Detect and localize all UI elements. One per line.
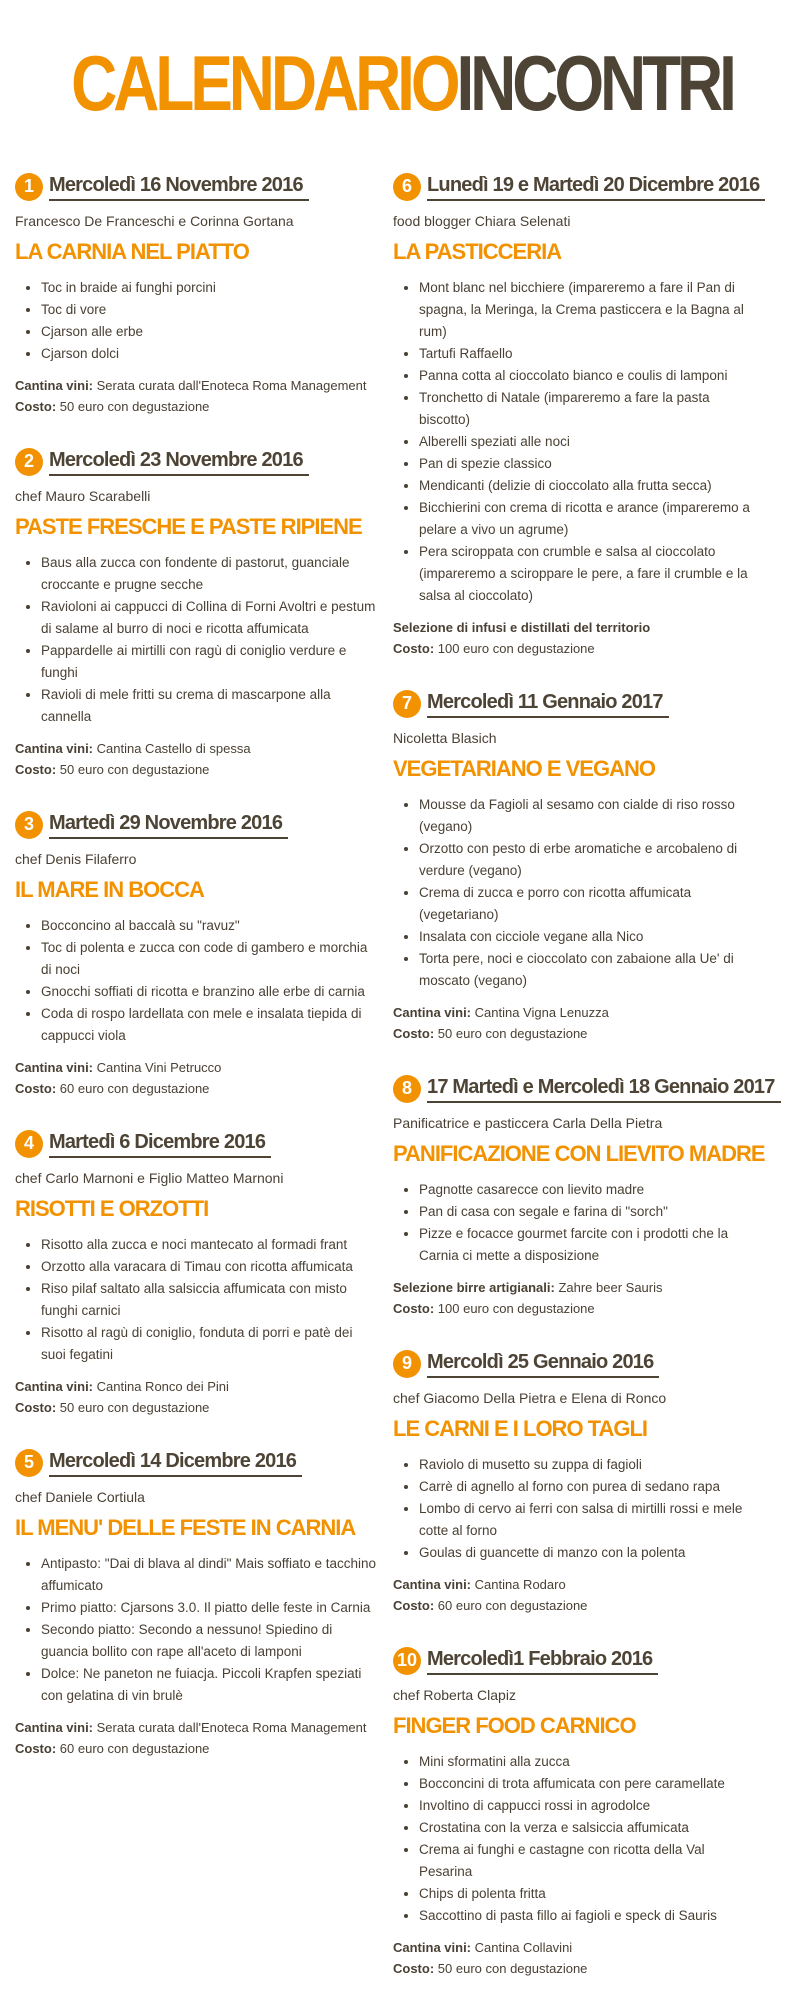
dish-item: • Riso pilaf saltato alla salsiccia affumicata con misto funghi carnici <box>41 1278 380 1322</box>
event-theme: LE CARNI E I LORO TAGLI <box>393 1416 648 1441</box>
wine-info <box>15 1717 380 1738</box>
dish-item: • Pagnotte casarecce con lievito madre <box>419 1179 758 1201</box>
event-date: Mercoledì1 Febbraio 2016 <box>427 1646 658 1675</box>
event-header <box>15 1129 380 1158</box>
dish-item: • Orzotto alla varacara di Timau con ricotta affumicata <box>41 1256 380 1278</box>
right-column <box>393 172 775 2009</box>
dish-item: • Insalata con cicciole vegane alla Nico <box>419 926 758 948</box>
dish-list <box>15 552 380 728</box>
dish-item: • Mini sformatini alla zucca <box>419 1751 758 1773</box>
dish-item: • Saccottino di pasta fillo ai fagioli e speck di Sauris <box>419 1905 758 1927</box>
wine-value: Zahre beer Sauris <box>558 1280 663 1295</box>
wine-info <box>15 1376 380 1397</box>
event-number-badge: 2 <box>15 448 43 476</box>
event-host: chef Daniele Cortiula <box>15 1489 145 1505</box>
cost-label: Costo: <box>393 1301 435 1316</box>
dish-item: • Lombo di cervo ai ferri con salsa di mirtilli rossi e mele cotte al forno <box>419 1498 758 1542</box>
event-block <box>15 1448 380 1759</box>
dish-item: • Ravioloni ai cappucci di Collina di Forni Avoltri e pestum di salame al burro di noci e ricotta affumicata <box>41 596 380 640</box>
event-header <box>393 1646 758 1675</box>
dish-list <box>15 1234 380 1366</box>
dish-item: • Tronchetto di Natale (impareremo a fare la pasta biscotto) <box>419 387 758 431</box>
dish-item: • Toc di vore <box>41 299 380 321</box>
wine-label: Cantina vini: <box>393 1005 472 1020</box>
dish-item: • Pappardelle ai mirtilli con ragù di coniglio verdure e funghi <box>41 640 380 684</box>
cost-info <box>15 396 380 417</box>
dish-item: • Cjarson alle erbe <box>41 321 380 343</box>
dish-item: • Crema ai funghi e castagne con ricotta della Val Pesarina <box>419 1839 758 1883</box>
event-block <box>393 1646 758 1979</box>
event-block <box>393 172 758 659</box>
event-number-badge: 7 <box>393 690 421 718</box>
cost-info <box>393 638 758 659</box>
event-host: chef Carlo Marnoni e Figlio Matteo Marnoni <box>15 1170 284 1186</box>
event-host: Panificatrice e pasticcera Carla Della Pietra <box>393 1115 663 1131</box>
wine-label: Cantina vini: <box>15 741 94 756</box>
dish-item: • Alberelli speziati alle noci <box>419 431 758 453</box>
dish-item: • Tartufi Raffaello <box>419 343 758 365</box>
event-date: Mercoledì 14 Dicembre 2016 <box>49 1448 302 1477</box>
wine-info <box>15 375 380 396</box>
event-theme: RISOTTI E ORZOTTI <box>15 1196 209 1221</box>
wine-label: Cantina vini: <box>393 1940 472 1955</box>
cost-value: 50 euro con degustazione <box>59 762 210 777</box>
event-host: Francesco De Franceschi e Corinna Gortana <box>15 213 294 229</box>
dish-list <box>15 915 380 1047</box>
cost-label: Costo: <box>15 762 57 777</box>
dish-item: • Cjarson dolci <box>41 343 380 365</box>
dish-item: • Baus alla zucca con fondente di pastorut, guanciale croccante e prugne secche <box>41 552 380 596</box>
cost-info <box>393 1958 758 1979</box>
dish-item: • Involtino di cappucci rossi in agrodolce <box>419 1795 758 1817</box>
cost-value: 50 euro con degustazione <box>437 1961 588 1976</box>
event-host: chef Giacomo Della Pietra e Elena di Ronco <box>393 1390 667 1406</box>
dish-item: • Bocconcino al baccalà su "ravuz" <box>41 915 380 937</box>
wine-info <box>393 1937 758 1958</box>
dish-item: • Primo piatto: Cjarsons 3.0. Il piatto delle feste in Carnia <box>41 1597 380 1619</box>
dish-item: • Crostatina con la verza e salsiccia affumicata <box>419 1817 758 1839</box>
cost-label: Costo: <box>15 1400 57 1415</box>
cost-value: 60 euro con degustazione <box>59 1081 210 1096</box>
cost-label: Costo: <box>393 1961 435 1976</box>
wine-value: Cantina Rodaro <box>474 1577 566 1592</box>
cost-label: Costo: <box>15 1081 57 1096</box>
dish-item: • Gnocchi soffiati di ricotta e branzino alle erbe di carnia <box>41 981 380 1003</box>
wine-label: Selezione birre artigianali: <box>393 1280 555 1295</box>
dish-item: • Toc di polenta e zucca con code di gambero e morchia di noci <box>41 937 380 981</box>
dish-item: • Bocconcini di trota affumicata con pere caramellate <box>419 1773 758 1795</box>
event-block <box>393 689 758 1044</box>
wine-info <box>393 1277 758 1298</box>
dish-item: • Risotto al ragù di coniglio, fonduta di porri e patè dei suoi fegatini <box>41 1322 380 1366</box>
wine-info <box>393 617 758 638</box>
left-column <box>15 172 380 1789</box>
page-title <box>71 38 733 128</box>
cost-label: Costo: <box>393 1026 435 1041</box>
event-number-badge: 5 <box>15 1449 43 1477</box>
cost-info <box>393 1595 758 1616</box>
event-host: chef Roberta Clapiz <box>393 1687 516 1703</box>
event-number-badge: 6 <box>393 173 421 201</box>
wine-label: Cantina vini: <box>393 1577 472 1592</box>
dish-item: • Pan di casa con segale e farina di "sorch" <box>419 1201 758 1223</box>
event-date: 17 Martedì e Mercoledì 18 Gennaio 2017 <box>427 1074 781 1103</box>
cost-value: 60 euro con degustazione <box>59 1741 210 1756</box>
dish-list <box>15 1553 380 1707</box>
dish-item: • Secondo piatto: Secondo a nessuno! Spiedino di guancia bollito con rape all'aceto di lamponi <box>41 1619 380 1663</box>
title-part-2: INCONTRI <box>456 39 733 127</box>
event-block <box>393 1349 758 1616</box>
cost-info <box>393 1023 758 1044</box>
wine-label: Cantina vini: <box>15 378 94 393</box>
event-header <box>15 172 380 201</box>
event-theme: IL MENU' DELLE FESTE IN CARNIA <box>15 1515 356 1540</box>
cost-label: Costo: <box>393 641 435 656</box>
cost-label: Costo: <box>15 1741 57 1756</box>
dish-item: • Mousse da Fagioli al sesamo con cialde di riso rosso (vegano) <box>419 794 758 838</box>
event-block <box>15 447 380 780</box>
dish-item: • Orzotto con pesto di erbe aromatiche e arcobaleno di verdure (vegano) <box>419 838 758 882</box>
event-date: Lunedì 19 e Martedì 20 Dicembre 2016 <box>427 172 765 201</box>
cost-info <box>15 1078 380 1099</box>
dish-item: • Bicchierini con crema di ricotta e arance (impareremo a pelare a vivo un agrume) <box>419 497 758 541</box>
event-block <box>393 1074 775 1319</box>
dish-item: • Raviolo di musetto su zuppa di fagioli <box>419 1454 758 1476</box>
wine-info <box>15 738 380 759</box>
cost-value: 50 euro con degustazione <box>59 1400 210 1415</box>
wine-value: Cantina Vigna Lenuzza <box>474 1005 609 1020</box>
event-theme: PASTE FRESCHE E PASTE RIPIENE <box>15 514 362 539</box>
event-number-badge: 3 <box>15 811 43 839</box>
event-date: Mercoledì 23 Novembre 2016 <box>49 447 309 476</box>
event-host: food blogger Chiara Selenati <box>393 213 571 229</box>
event-number-badge: 4 <box>15 1130 43 1158</box>
event-theme: FINGER FOOD CARNICO <box>393 1713 636 1738</box>
event-date: Martedì 6 Dicembre 2016 <box>49 1129 271 1158</box>
wine-value: Cantina Vini Petrucco <box>96 1060 222 1075</box>
wine-value: Cantina Castello di spessa <box>96 741 251 756</box>
title-part-1: CALENDARIO <box>71 39 457 127</box>
dish-list <box>393 277 758 607</box>
cost-label: Costo: <box>393 1598 435 1613</box>
event-block <box>15 1129 380 1418</box>
event-number-badge: 10 <box>393 1647 421 1675</box>
cost-info <box>15 1738 380 1759</box>
event-header <box>15 1448 380 1477</box>
cost-value: 100 euro con degustazione <box>437 641 595 656</box>
event-theme: LA CARNIA NEL PIATTO <box>15 239 249 264</box>
dish-item: • Goulas di guancette di manzo con la polenta <box>419 1542 758 1564</box>
dish-list <box>393 1751 758 1927</box>
dish-item: • Risotto alla zucca e noci mantecato al formadi frant <box>41 1234 380 1256</box>
dish-list <box>15 277 380 365</box>
cost-value: 60 euro con degustazione <box>437 1598 588 1613</box>
event-header <box>393 1349 758 1378</box>
wine-value: Serata curata dall'Enoteca Roma Management <box>96 1720 367 1735</box>
event-header <box>15 810 380 839</box>
event-block <box>15 172 380 417</box>
dish-item: • Ravioli di mele fritti su crema di mascarpone alla cannella <box>41 684 380 728</box>
event-theme: VEGETARIANO E VEGANO <box>393 756 655 781</box>
event-header <box>393 172 758 201</box>
cost-label: Costo: <box>15 399 57 414</box>
wine-label: Cantina vini: <box>15 1720 94 1735</box>
dish-item: • Pizze e focacce gourmet farcite con i prodotti che la Carnia ci mette a disposizione <box>419 1223 758 1267</box>
dish-item: • Mont blanc nel bicchiere (impareremo a fare il Pan di spagna, la Meringa, la Crema pasticcera e la Bagna al rum) <box>419 277 758 343</box>
event-theme: IL MARE IN BOCCA <box>15 877 204 902</box>
wine-info <box>393 1574 758 1595</box>
wine-info <box>15 1057 380 1078</box>
cost-value: 100 euro con degustazione <box>437 1301 595 1316</box>
event-number-badge: 9 <box>393 1350 421 1378</box>
dish-item: • Crema di zucca e porro con ricotta affumicata (vegetariano) <box>419 882 758 926</box>
wine-value: Serata curata dall'Enoteca Roma Management <box>96 378 367 393</box>
event-host: chef Mauro Scarabelli <box>15 488 151 504</box>
wine-value: Cantina Ronco dei Pini <box>96 1379 229 1394</box>
event-number-badge: 8 <box>393 1075 421 1103</box>
dish-item: • Pan di spezie classico <box>419 453 758 475</box>
wine-label: Selezione di infusi e distillati del territorio <box>393 620 651 635</box>
event-host: Nicoletta Blasich <box>393 730 497 746</box>
event-number-badge: 1 <box>15 173 43 201</box>
dish-list <box>393 794 758 992</box>
dish-list <box>393 1454 758 1564</box>
event-date: Mercoledì 11 Gennaio 2017 <box>427 689 669 718</box>
dish-item: • Chips di polenta fritta <box>419 1883 758 1905</box>
dish-item: • Panna cotta al cioccolato bianco e coulis di lamponi <box>419 365 758 387</box>
cost-info <box>15 759 380 780</box>
wine-value: Cantina Collavini <box>474 1940 573 1955</box>
event-header <box>393 1074 775 1103</box>
dish-item: • Dolce: Ne paneton ne fuiacja. Piccoli Krapfen speziati con gelatina di vin brulè <box>41 1663 380 1707</box>
wine-label: Cantina vini: <box>15 1060 94 1075</box>
cost-info <box>393 1298 758 1319</box>
wine-label: Cantina vini: <box>15 1379 94 1394</box>
dish-list <box>393 1179 758 1267</box>
dish-item: • Torta pere, noci e cioccolato con zabaione alla Ue' di moscato (vegano) <box>419 948 758 992</box>
dish-item: • Antipasto: "Dai di blava al dindi" Mais soffiato e tacchino affumicato <box>41 1553 380 1597</box>
dish-item: • Carrè di agnello al forno con purea di sedano rapa <box>419 1476 758 1498</box>
event-date: Mercoldì 25 Gennaio 2016 <box>427 1349 659 1378</box>
event-theme: LA PASTICCERIA <box>393 239 562 264</box>
event-block <box>15 810 380 1099</box>
cost-info <box>15 1397 380 1418</box>
dish-item: • Coda di rospo lardellata con mele e insalata tiepida di cappucci viola <box>41 1003 380 1047</box>
event-theme: PANIFICAZIONE CON LIEVITO MADRE <box>393 1141 765 1166</box>
event-header <box>15 447 380 476</box>
dish-item: • Pera sciroppata con crumble e salsa al cioccolato (impareremo a sciroppare le pere, a fare il crumble e la salsa al cioccolato) <box>419 541 758 607</box>
event-date: Martedì 29 Novembre 2016 <box>49 810 288 839</box>
dish-item: • Toc in braide ai funghi porcini <box>41 277 380 299</box>
cost-value: 50 euro con degustazione <box>437 1026 588 1041</box>
event-host: chef Denis Filaferro <box>15 851 137 867</box>
event-header <box>393 689 758 718</box>
event-date: Mercoledì 16 Novembre 2016 <box>49 172 309 201</box>
cost-value: 50 euro con degustazione <box>59 399 210 414</box>
dish-item: • Mendicanti (delizie di cioccolato alla frutta secca) <box>419 475 758 497</box>
wine-info <box>393 1002 758 1023</box>
